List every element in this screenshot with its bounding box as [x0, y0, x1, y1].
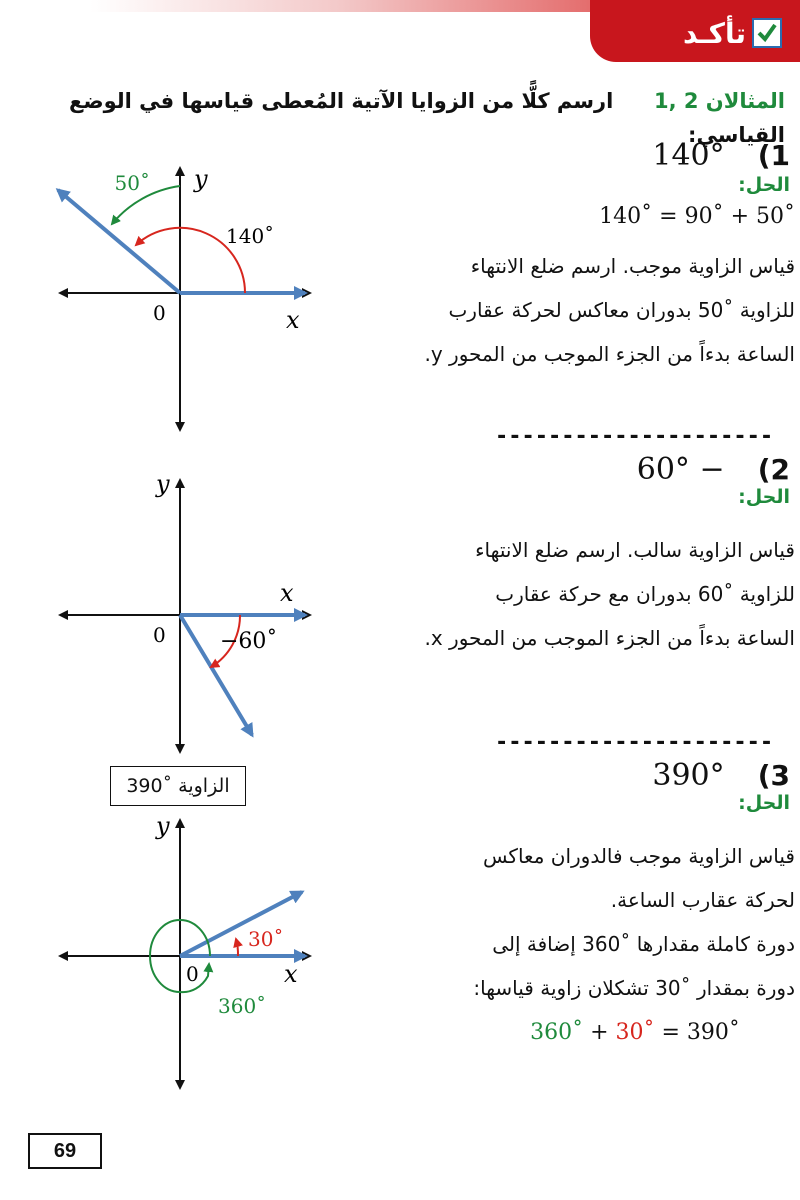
solution-line: للزاوية ˚60 بدوران مع حركة عقارب — [495, 582, 795, 606]
solution-line: الساعة بدءاً من الجزء الموجب من المحور y. — [424, 342, 795, 366]
exercise-angle: − 60° — [636, 452, 725, 487]
exercise-1-heading — [520, 136, 790, 176]
terminal-side — [180, 892, 302, 956]
label-140: 140˚ — [226, 224, 275, 248]
header-title: تأكـد — [682, 17, 746, 50]
angle-390-diagram — [40, 806, 330, 1096]
exercise-number: 3) — [757, 759, 790, 792]
label-360: 360˚ — [218, 994, 267, 1018]
exercise-angle: 390° — [652, 758, 725, 793]
separator: --------------------- — [495, 424, 774, 449]
label-origin: 0 — [153, 301, 166, 325]
exercise-2-solution — [385, 528, 795, 660]
example-reference: المثالان 2 ,1 — [653, 89, 785, 113]
angle-caption-box: الزاوية ˚390 — [110, 766, 246, 806]
solution-line: دورة بمقدار ˚30 تشكلان زاوية قياسها: — [473, 976, 795, 1000]
exercise-3-solution — [395, 834, 795, 1010]
label-50: 50˚ — [114, 171, 150, 195]
exercise-number: 1) — [757, 139, 790, 172]
instruction-text: ارسم كلًّا من الزوايا الآتية المُعطى قياسها في الوضع القياسي: — [68, 89, 785, 147]
equation: 140˚ = 90˚ + 50˚ — [599, 204, 795, 229]
label-x: x — [284, 960, 298, 988]
label-y: y — [156, 812, 170, 840]
intro-line — [40, 84, 785, 147]
label-x: x — [280, 579, 294, 607]
check-icon — [752, 18, 782, 48]
angle-arc-30 — [236, 939, 238, 956]
eq-part: = 390˚ — [654, 1020, 740, 1045]
solution-line: قياس الزاوية موجب فالدوران معاكس — [482, 844, 795, 868]
page-number: 69 — [28, 1133, 102, 1169]
solution-line: للزاوية ˚50 بدوران معاكس لحركة عقارب — [448, 298, 795, 322]
eq-part: 360˚ — [530, 1020, 584, 1045]
solution-line: الساعة بدءاً من الجزء الموجب من المحور x. — [424, 626, 795, 650]
label-origin: 0 — [186, 962, 199, 986]
exercise-1-solution — [385, 244, 795, 376]
solution-line: قياس الزاوية سالب. ارسم ضلع الانتهاء — [475, 538, 795, 562]
solution-line: لحركة عقارب الساعة. — [610, 888, 795, 912]
eq-part: 30˚ — [615, 1020, 655, 1045]
label-origin: 0 — [153, 623, 166, 647]
solution-line: دورة كاملة مقدارها ˚360 إضافة إلى — [492, 932, 795, 956]
terminal-side — [58, 190, 180, 293]
label-30: 30˚ — [248, 927, 284, 951]
solution-line: قياس الزاوية موجب. ارسم ضلع الانتهاء — [470, 254, 795, 278]
angle-neg60-diagram — [40, 470, 330, 760]
label-y: y — [156, 470, 170, 498]
equation — [505, 1016, 765, 1050]
angle-140-diagram — [40, 150, 330, 440]
exercise-angle: 140° — [652, 138, 725, 173]
solution-label: الحل: — [738, 486, 790, 508]
label-x: x — [286, 306, 300, 334]
solution-label: الحل: — [738, 174, 790, 196]
label-neg60: −60˚ — [220, 629, 278, 654]
solution-label: الحل: — [738, 792, 790, 814]
label-y: y — [194, 165, 208, 193]
separator: --------------------- — [495, 730, 774, 755]
exercise-number: 2) — [757, 453, 790, 486]
eq-part: + — [583, 1020, 616, 1045]
